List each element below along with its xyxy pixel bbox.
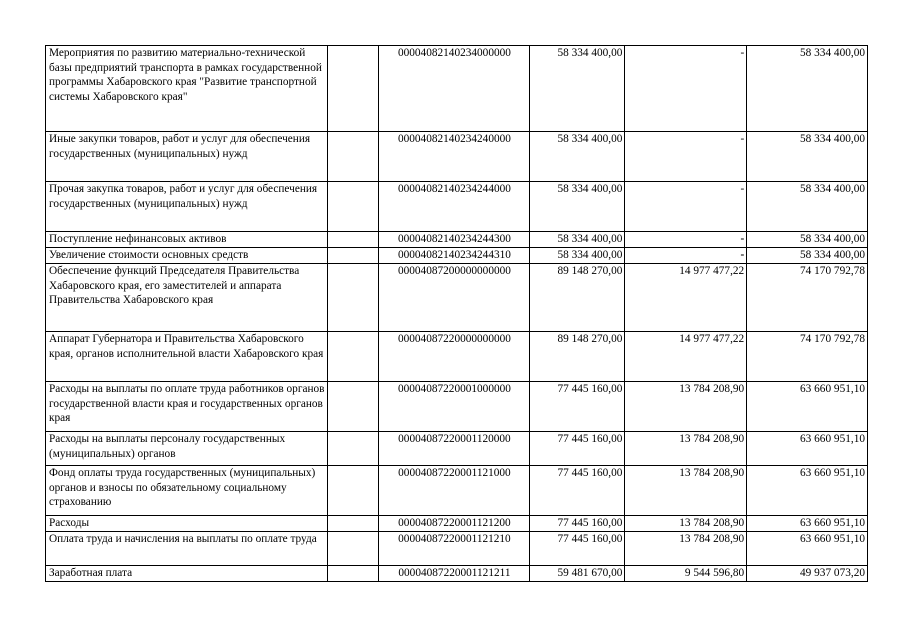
budget-code: 00004082140234244300 [378, 232, 529, 248]
budget-code: 00004087220001121210 [378, 532, 529, 566]
executed-amount: - [625, 182, 747, 232]
executed-amount: - [625, 232, 747, 248]
budget-code: 00004087220001121211 [378, 566, 529, 582]
budget-code: 00004087220001120000 [378, 432, 529, 466]
expense-name: Расходы [46, 516, 328, 532]
approved-amount: 58 334 400,00 [530, 182, 625, 232]
table-row [46, 264, 868, 332]
table-row [46, 466, 868, 516]
expense-name: Аппарат Губернатора и Правительства Хабаровского края, органов исполнительной власти Хабаровского края [46, 332, 328, 382]
approved-amount: 58 334 400,00 [530, 132, 625, 182]
empty-cell [328, 232, 379, 248]
empty-cell [328, 432, 379, 466]
executed-amount: - [625, 248, 747, 264]
expense-name: Увеличение стоимости основных средств [46, 248, 328, 264]
budget-code: 00004087200000000000 [378, 264, 529, 332]
budget-code: 00004087220001121200 [378, 516, 529, 532]
approved-amount: 77 445 160,00 [530, 532, 625, 566]
budget-code: 00004082140234000000 [378, 46, 529, 132]
remaining-amount: 63 660 951,10 [747, 382, 868, 432]
executed-amount: 9 544 596,80 [625, 566, 747, 582]
approved-amount: 77 445 160,00 [530, 382, 625, 432]
executed-amount: 13 784 208,90 [625, 432, 747, 466]
table-row [46, 516, 868, 532]
expense-name: Заработная плата [46, 566, 328, 582]
budget-code: 00004082140234244000 [378, 182, 529, 232]
table-row [46, 382, 868, 432]
budget-code: 00004082140234244310 [378, 248, 529, 264]
empty-cell [328, 532, 379, 566]
remaining-amount: 58 334 400,00 [747, 232, 868, 248]
remaining-amount: 63 660 951,10 [747, 432, 868, 466]
expense-name: Расходы на выплаты по оплате труда работников органов государственной власти края и государственных органов края [46, 382, 328, 432]
empty-cell [328, 248, 379, 264]
table-row [46, 182, 868, 232]
approved-amount: 77 445 160,00 [530, 516, 625, 532]
empty-cell [328, 466, 379, 516]
empty-cell [328, 332, 379, 382]
executed-amount: 14 977 477,22 [625, 264, 747, 332]
table-row [46, 132, 868, 182]
expense-name: Поступление нефинансовых активов [46, 232, 328, 248]
expense-name: Мероприятия по развитию материально-технической базы предприятий транспорта в рамках государственной программы Хабаровского края "Развитие транспортной системы Хабаровского края" [46, 46, 328, 132]
approved-amount: 58 334 400,00 [530, 248, 625, 264]
remaining-amount: 58 334 400,00 [747, 248, 868, 264]
table-row [46, 332, 868, 382]
empty-cell [328, 264, 379, 332]
expense-name: Расходы на выплаты персоналу государственных (муниципальных) органов [46, 432, 328, 466]
expense-name: Иные закупки товаров, работ и услуг для обеспечения государственных (муниципальных) нужд [46, 132, 328, 182]
executed-amount: 13 784 208,90 [625, 516, 747, 532]
remaining-amount: 63 660 951,10 [747, 516, 868, 532]
expense-name: Оплата труда и начисления на выплаты по оплате труда [46, 532, 328, 566]
table-row [46, 532, 868, 566]
executed-amount: 13 784 208,90 [625, 466, 747, 516]
executed-amount: 13 784 208,90 [625, 382, 747, 432]
approved-amount: 59 481 670,00 [530, 566, 625, 582]
remaining-amount: 63 660 951,10 [747, 532, 868, 566]
empty-cell [328, 566, 379, 582]
remaining-amount: 58 334 400,00 [747, 182, 868, 232]
remaining-amount: 63 660 951,10 [747, 466, 868, 516]
remaining-amount: 58 334 400,00 [747, 132, 868, 182]
empty-cell [328, 132, 379, 182]
executed-amount: 14 977 477,22 [625, 332, 747, 382]
budget-code: 00004087220001121000 [378, 466, 529, 516]
empty-cell [328, 516, 379, 532]
approved-amount: 77 445 160,00 [530, 466, 625, 516]
expense-name: Прочая закупка товаров, работ и услуг для обеспечения государственных (муниципальных) нужд [46, 182, 328, 232]
expense-name: Фонд оплаты труда государственных (муниципальных) органов и взносы по обязательному социальному страхованию [46, 466, 328, 516]
executed-amount: - [625, 132, 747, 182]
budget-code: 00004087220000000000 [378, 332, 529, 382]
table-row [46, 232, 868, 248]
table-row [46, 46, 868, 132]
approved-amount: 89 148 270,00 [530, 264, 625, 332]
budget-code: 00004082140234240000 [378, 132, 529, 182]
budget-code: 00004087220001000000 [378, 382, 529, 432]
table-row [46, 432, 868, 466]
executed-amount: 13 784 208,90 [625, 532, 747, 566]
empty-cell [328, 382, 379, 432]
approved-amount: 77 445 160,00 [530, 432, 625, 466]
approved-amount: 89 148 270,00 [530, 332, 625, 382]
empty-cell [328, 46, 379, 132]
approved-amount: 58 334 400,00 [530, 46, 625, 132]
remaining-amount: 74 170 792,78 [747, 332, 868, 382]
table-row [46, 566, 868, 582]
budget-table [45, 45, 868, 582]
expense-name: Обеспечение функций Председателя Правительства Хабаровского края, его заместителей и аппарата Правительства Хабаровского края [46, 264, 328, 332]
remaining-amount: 74 170 792,78 [747, 264, 868, 332]
approved-amount: 58 334 400,00 [530, 232, 625, 248]
executed-amount: - [625, 46, 747, 132]
empty-cell [328, 182, 379, 232]
remaining-amount: 58 334 400,00 [747, 46, 868, 132]
remaining-amount: 49 937 073,20 [747, 566, 868, 582]
table-row [46, 248, 868, 264]
